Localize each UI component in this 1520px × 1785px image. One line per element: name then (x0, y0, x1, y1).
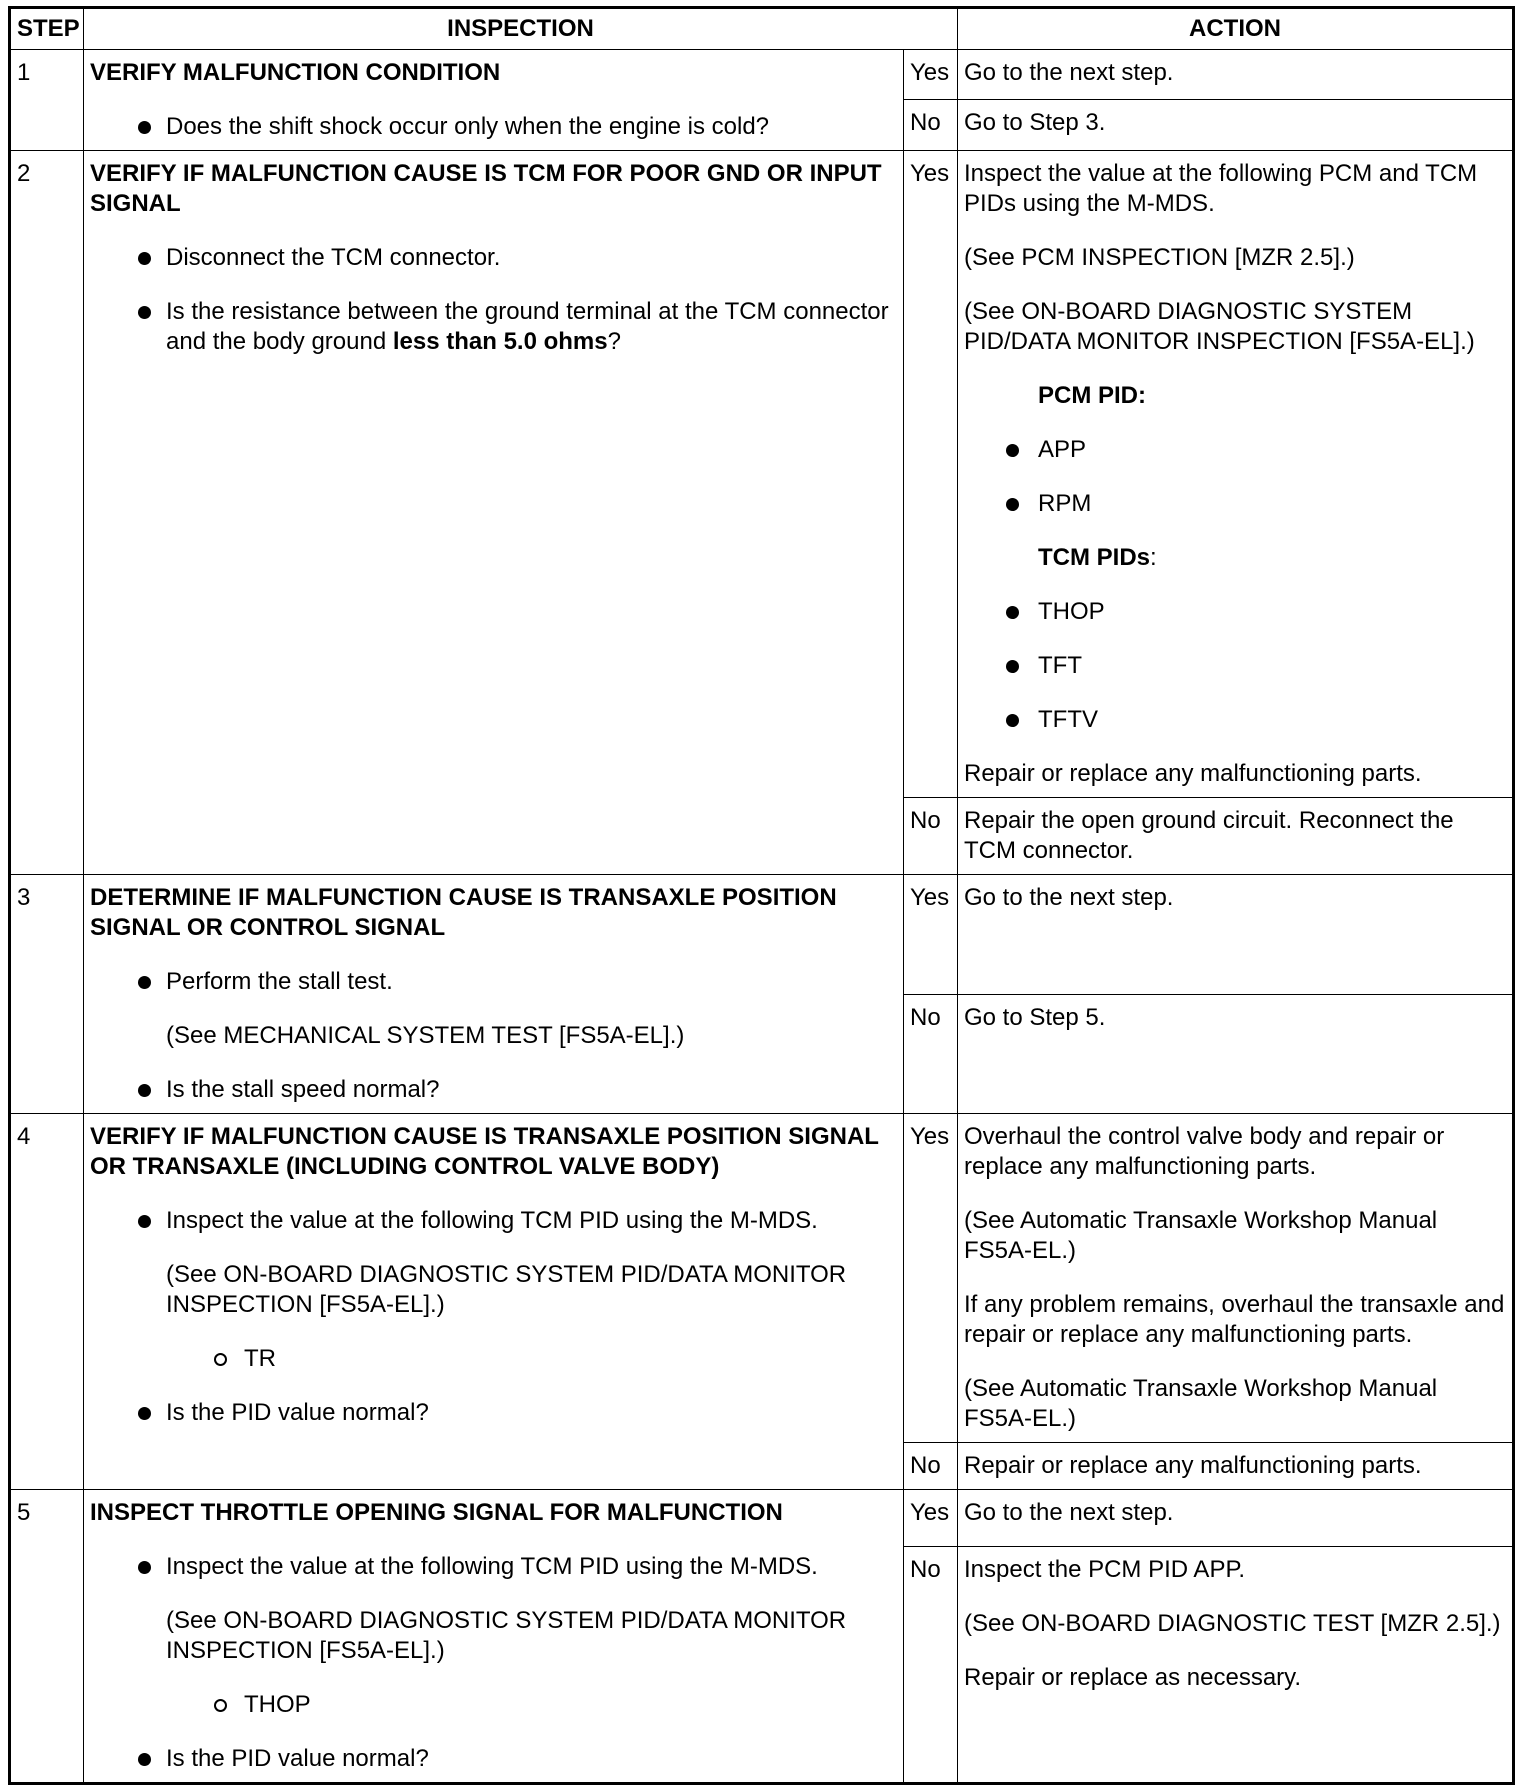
yes-label: Yes (904, 875, 958, 995)
no-action (958, 1547, 1514, 1784)
action-text: Inspect the value at the following PCM and TCM PIDs using the M-MDS. (964, 160, 1478, 217)
diagnostic-table (8, 6, 1515, 1785)
reference-text: (See ON-BOARD DIAGNOSTIC SYSTEM PID/DATA MONITOR INSPECTION [FS5A-EL].) (166, 1607, 847, 1664)
yes-action (958, 1114, 1514, 1443)
tcm-pid-heading-text: TCM PIDs (1038, 544, 1151, 571)
step-title: VERIFY IF MALFUNCTION CAUSE IS TCM FOR POOR GND OR INPUT SIGNAL (90, 160, 882, 217)
sub-item: TR (90, 1344, 897, 1374)
reference-text: (See ON-BOARD DIAGNOSTIC SYSTEM PID/DATA MONITOR INSPECTION [FS5A-EL].) (964, 298, 1475, 355)
bullet-item: Perform the stall test. (90, 967, 897, 997)
bullet-item: Inspect the value at the following TCM PID using the M-MDS. (90, 1552, 897, 1582)
step-3-inspection (84, 875, 904, 1114)
step-number: 2 (10, 151, 84, 875)
reference-text: (See Automatic Transaxle Workshop Manual FS5A-EL.) (964, 1375, 1438, 1432)
yes-action: Go to the next step. (958, 875, 1514, 995)
step-number: 4 (10, 1114, 84, 1490)
yes-action: Go to the next step. (958, 50, 1514, 100)
bullet-item: Is the PID value normal? (90, 1398, 897, 1428)
step-number: 1 (10, 50, 84, 151)
sub-item: THOP (90, 1690, 897, 1720)
bullet-text: ? (607, 328, 621, 355)
step-4-yes-row (10, 1114, 1514, 1443)
step-5-yes-row (10, 1490, 1514, 1547)
step-title: DETERMINE IF MALFUNCTION CAUSE IS TRANSAXLE POSITION SIGNAL OR CONTROL SIGNAL (90, 884, 837, 941)
bullet-text: Is the resistance between the ground terminal at the TCM connector and the body ground (166, 298, 889, 355)
yes-label: Yes (904, 1114, 958, 1443)
no-action: Repair or replace any malfunctioning parts. (958, 1443, 1514, 1490)
step-1-yes-row (10, 50, 1514, 100)
step-title: INSPECT THROTTLE OPENING SIGNAL FOR MALFUNCTION (90, 1499, 783, 1526)
pid-item: APP (964, 435, 1506, 465)
tcm-pid-heading-colon: : (1150, 544, 1157, 571)
step-title: VERIFY MALFUNCTION CONDITION (90, 59, 501, 86)
bullet-item: Is the PID value normal? (90, 1744, 897, 1774)
reference-text: (See PCM INSPECTION [MZR 2.5].) (964, 244, 1355, 271)
header-action: ACTION (958, 8, 1514, 50)
no-action: Go to Step 3. (958, 100, 1514, 151)
step-title: VERIFY IF MALFUNCTION CAUSE IS TRANSAXLE POSITION SIGNAL OR TRANSAXLE (INCLUDING CONTROL VALVE BODY) (90, 1123, 879, 1180)
action-text: Inspect the PCM PID APP. (964, 1556, 1246, 1583)
step-5-inspection (84, 1490, 904, 1784)
step-4-inspection (84, 1114, 904, 1490)
step-number: 3 (10, 875, 84, 1114)
pcm-pid-heading: PCM PID: (1038, 382, 1146, 409)
action-text: Overhaul the control valve body and repair or replace any malfunctioning parts. (964, 1123, 1445, 1180)
reference-text: (See Automatic Transaxle Workshop Manual FS5A-EL.) (964, 1207, 1438, 1264)
pid-item: TFTV (964, 705, 1506, 735)
header-row (10, 8, 1514, 50)
no-label: No (904, 1547, 958, 1784)
step-2-inspection (84, 151, 904, 875)
bullet-item: Inspect the value at the following TCM PID using the M-MDS. (90, 1206, 897, 1236)
yes-action (958, 151, 1514, 798)
reference-text: (See ON-BOARD DIAGNOSTIC SYSTEM PID/DATA MONITOR INSPECTION [FS5A-EL].) (166, 1261, 847, 1318)
header-step: STEP (10, 8, 84, 50)
yes-label: Yes (904, 1490, 958, 1547)
no-action: Repair the open ground circuit. Reconnect the TCM connector. (958, 798, 1514, 875)
reference-text: (See ON-BOARD DIAGNOSTIC TEST [MZR 2.5].) (964, 1610, 1501, 1637)
pid-item: THOP (964, 597, 1506, 627)
action-text: If any problem remains, overhaul the transaxle and repair or replace any malfunctioning parts. (964, 1291, 1505, 1348)
no-label: No (904, 995, 958, 1114)
pid-item: TFT (964, 651, 1506, 681)
no-label: No (904, 100, 958, 151)
action-text: Repair or replace any malfunctioning parts. (964, 760, 1422, 787)
no-action: Go to Step 5. (958, 995, 1514, 1114)
step-number: 5 (10, 1490, 84, 1784)
yes-label: Yes (904, 151, 958, 798)
yes-action: Go to the next step. (958, 1490, 1514, 1547)
pid-item: RPM (964, 489, 1506, 519)
bullet-item: Disconnect the TCM connector. (90, 243, 897, 273)
tcm-pid-heading (964, 543, 1506, 573)
action-text: Repair or replace as necessary. (964, 1664, 1302, 1691)
step-3-yes-row (10, 875, 1514, 995)
bullet-emphasis: less than 5.0 ohms (392, 328, 608, 355)
diagnostic-page (8, 6, 1512, 1785)
header-inspection: INSPECTION (84, 8, 958, 50)
step-2-yes-row (10, 151, 1514, 798)
no-label: No (904, 1443, 958, 1490)
step-1-inspection (84, 50, 904, 151)
no-label: No (904, 798, 958, 875)
yes-label: Yes (904, 50, 958, 100)
bullet-item: Does the shift shock occur only when the engine is cold? (90, 112, 897, 142)
bullet-item: Is the stall speed normal? (90, 1075, 897, 1105)
bullet-item (90, 297, 897, 357)
reference-text: (See MECHANICAL SYSTEM TEST [FS5A-EL].) (166, 1022, 685, 1049)
